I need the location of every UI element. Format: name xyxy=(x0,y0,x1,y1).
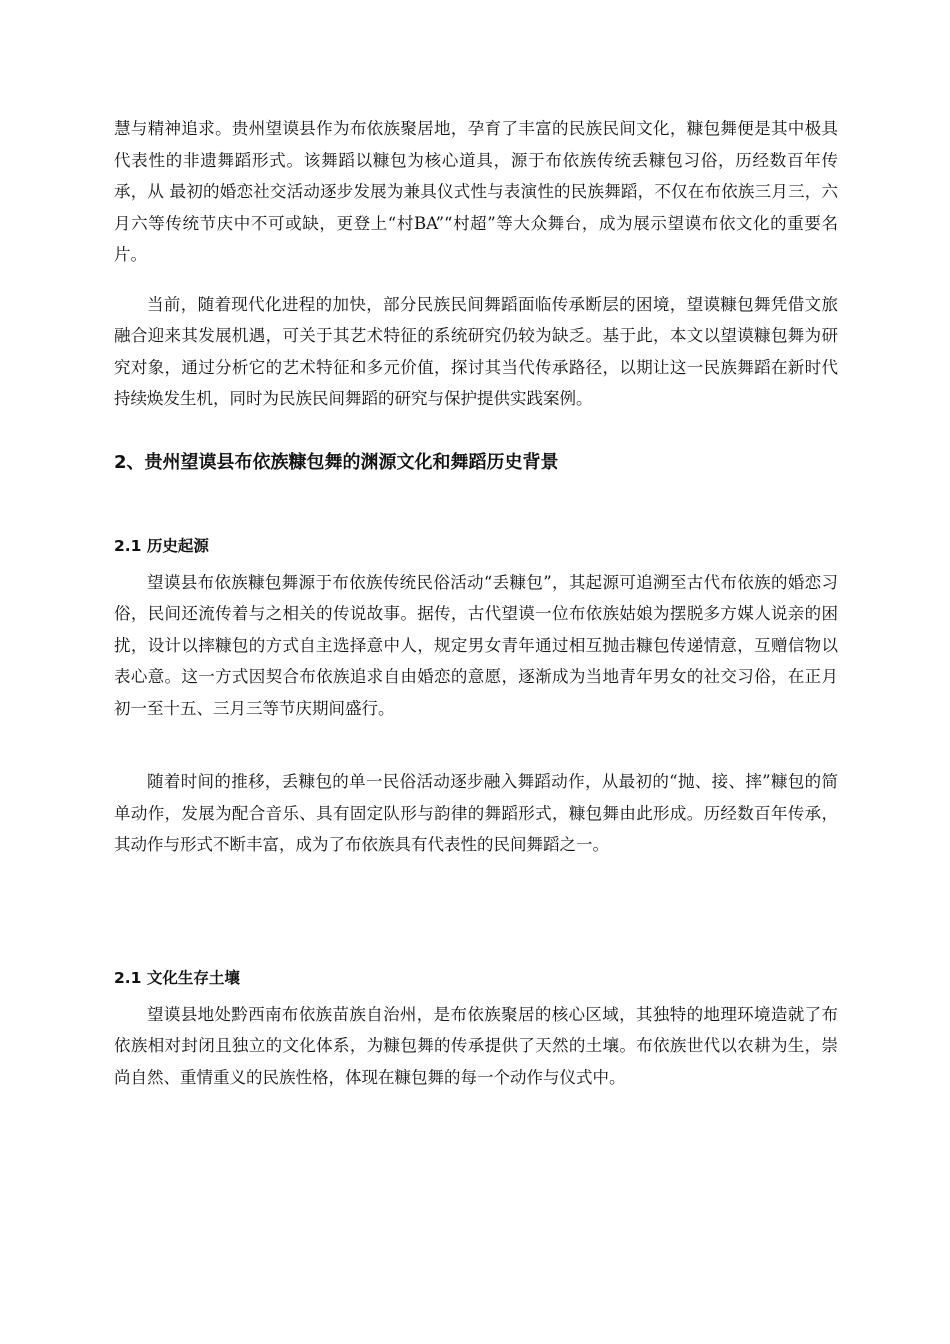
spacer xyxy=(114,991,838,999)
history-paragraph-1: 望谟县布依族糠包舞源于布依族传统民俗活动“丢糠包”，其起源可追溯至古代布依族的婚恋习俗，民间还流传着与之相关的传说故事。据传，古代望谟一位布依族姑娘为摆脱多方媒人说亲的困扰，设计以摔糠包的方式自主选择意中人，规定男女青年通过相互抛击糠包传递情意，互赠信物以表心意。这一方式因契合布依族追求自由婚恋的意愿，逐渐成为当地青年男女的社交习俗，在正月初一至十五、三月三等节庆期间盛行。 xyxy=(114,572,838,718)
subsection-heading-history: 2.1 历史起源 xyxy=(114,536,209,555)
section-heading: 2、贵州望谟县布依族糠包舞的渊源文化和舞蹈历史背景 xyxy=(114,451,559,473)
spacer xyxy=(114,724,838,766)
spacer xyxy=(114,861,838,965)
spacer xyxy=(114,271,838,289)
intro-paragraph-1: 慧与精神追求。贵州望谟县作为布依族聚居地，孕育了丰富的民族民间文化，糠包舞便是其中极具代表性的非遗舞蹈形式。该舞蹈以糠包为核心道具，源于布依族传统丢糠包习俗，历经数百年传承，从 最初的婚恋社交活动逐步发展为兼具仪式性与表演性的民族舞蹈，不仅在布依族三月三，六月六等传统节庆中不可或缺，更登上“村BA”“村超”等大众舞台，成为展示望谟布依文化的重要名片。 xyxy=(114,119,838,264)
spacer xyxy=(114,477,838,533)
spacer xyxy=(114,559,838,567)
spacer xyxy=(114,415,838,449)
page-content xyxy=(114,113,838,1093)
history-paragraph-2: 随着时间的推移，丢糠包的单一民俗活动逐步融入舞蹈动作，从最初的“抛、接、摔”糠包的简单动作，发展为配合音乐、具有固定队形与韵律的舞蹈形式，糠包舞由此形成。历经数百年传承，其动作与形式不断丰富，成为了布依族具有代表性的民间舞蹈之一。 xyxy=(114,772,838,854)
subsection-heading-culture: 2.1 文化生存土壤 xyxy=(114,968,240,987)
intro-paragraph-2: 当前，随着现代化进程的加快，部分民族民间舞蹈面临传承断层的困境，望谟糠包舞凭借文旅融合迎来其发展机遇，可关于其艺术特征的系统研究仍较为缺乏。基于此，本文以望谟糠包舞为研究对象，通过分析它的艺术特征和多元价值，探讨其当代传承路径，以期让这一民族舞蹈在新时代持续焕发生机，同时为民族民间舞蹈的研究与保护提供实践案例。 xyxy=(114,294,838,408)
culture-paragraph-1: 望谟县地处黔西南布依族苗族自治州，是布依族聚居的核心区域，其独特的地理环境造就了布依族相对封闭且独立的文化体系，为糠包舞的传承提供了天然的土壤。布依族世代以农耕为生，崇尚自然、重情重义的民族性格，体现在糠包舞的每一个动作与仪式中。 xyxy=(114,1004,838,1087)
